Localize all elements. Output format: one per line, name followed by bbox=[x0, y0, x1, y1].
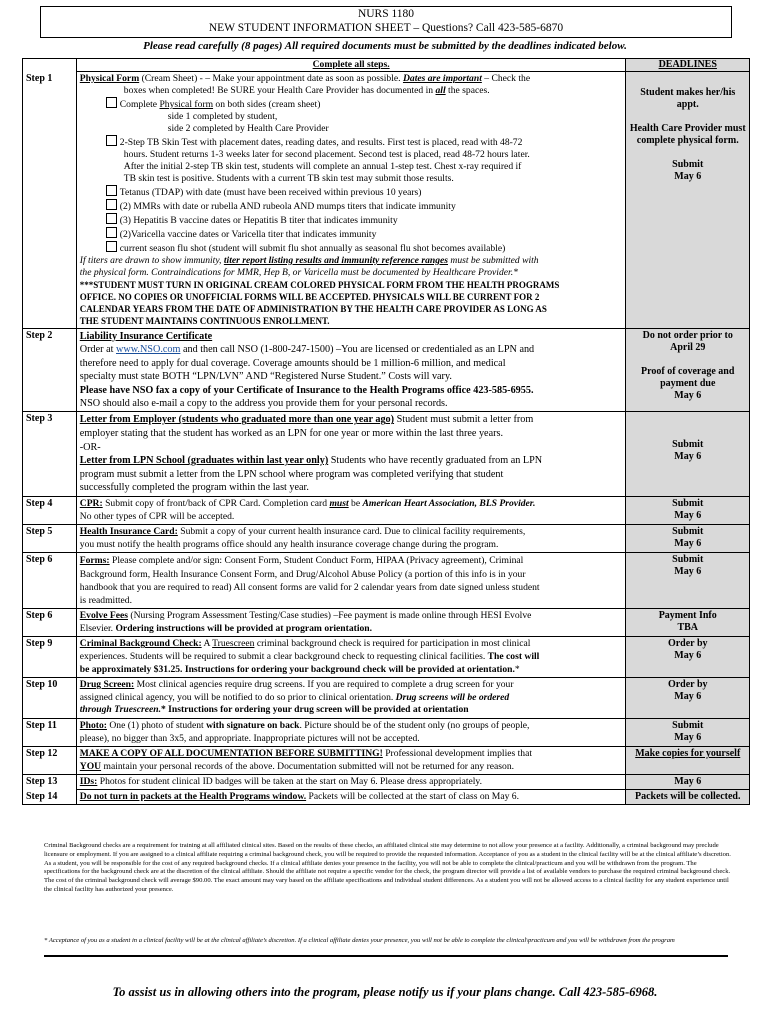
background-check-fineprint: Criminal Background checks are a requirement for training at all affiliated clinical sites. Based on the results of these checks, an affiliated clinical site may determine to not allow your presence at a facility. Additionally, a criminal background may preclude licensure or employment. If you are assigned to a clinical affiliate requiring a criminal background check, you will be required to provide the requested information. Acceptance of you as a student in the clinical facility will be at the clinical affiliate’s discretion. As a student, you will be responsible for the cost of any required background checks. If a clinical affiliate denies your presence in the facility, you will not be able to complete the clinical/practicum and you will be withdrawn from the program. The specifications for the background check are at the discretion of the clinical affiliate. Should the affiliate not require a specific vendor for the check, the program director will provide a list of available vendors to purchase the required criminal background check. The cost of the criminal background check will average $90.00. The exact amount may vary based on the affiliate specifications and individual student differences. As a student you will not be allowed access to a clinical facility for any student experience until the clinical facility has authorized your presence. bbox=[44, 842, 731, 893]
table-row-step-13: Step 13 IDs: Photos for student clinical ID badges will be taken at the start on May 6. Please dress appropriately. May 6 bbox=[23, 775, 750, 790]
deadline-cell-step-13: May 6 bbox=[626, 775, 750, 790]
step-label: Step 5 bbox=[23, 525, 77, 553]
step-label: Step 6 bbox=[23, 553, 77, 609]
acceptance-footnote: * Acceptance of you as a student in a clinical facility will be at the clinical affiliate’s discretion. If a clinical affiliate denies your presence, you will not be able to complete the clinical\practicum and you will be withdrawn from the program bbox=[44, 937, 675, 944]
deadline-cell-step-12: Make copies for yourself bbox=[626, 747, 750, 775]
deadline-cell-step-2: Do not order prior to April 29 Proof of coverage and payment due May 6 bbox=[626, 329, 750, 412]
table-row-step-10: Step 10 Drug Screen: Most clinical agencies require drug screens. If you are required to complete a drug screen for your assigned clinical agency, you will be notified to do so prior to clinical orientation. Drug screens will be ordered through Truescreen.* Instructions for ordering your drug screen will be provided at orientation Order by May 6 bbox=[23, 678, 750, 719]
step-label: Step 3 bbox=[23, 412, 77, 497]
table-row-step-3: Step 3 Letter from Employer (students who graduated more than one year ago) Student must submit a letter from employer stating that the student has worked as an LPN for one year or more within the last three years. -OR- Letter from LPN School (graduates within last year only) Students who have recently graduated from an LPN program must submit a letter from the LPN school where program was completed verifying that student successfully completed the program within the last year. Submit May 6 bbox=[23, 412, 750, 497]
nso-link[interactable]: www.NSO.com bbox=[115, 344, 181, 356]
step-label: Step 12 bbox=[23, 747, 77, 775]
table-row-step-12: Step 12 MAKE A COPY OF ALL DOCUMENTATION BEFORE SUBMITTING! Professional development implies that YOU maintain your personal records of the above. Documentation submitted will not be returned for any reason. Make copies for yourself bbox=[23, 747, 750, 775]
course-code: NURS 1180 bbox=[357, 8, 415, 20]
step-label: Step 4 bbox=[23, 497, 77, 525]
table-row-step-2: Step 2 Liability Insurance Certificate Order at www.NSO.com and then call NSO (1-800-247-1500) –You are licensed or credentialed as an LPN and therefore need to apply for dual coverage. Coverage amounts should be 1 million-6 million, and medical specialty must state BOTH “LPN/LVN” AND “Registered Nurse Student.” Costs will vary. Please have NSO fax a copy of your Certificate of Insurance to the Health Programs office 423-585-6955. NSO should also e-mail a copy to the address you provide them for your personal records. Do not order prior to April 29 Proof of coverage and payment due May 6 bbox=[23, 329, 750, 412]
table-row-step-14: Step 14 Do not turn in packets at the Health Programs window. Packets will be collected at the start of class on May 6. Packets will be collected. bbox=[23, 790, 750, 805]
deadline-cell-step-1: Student makes her/his appt. Health Care Provider must complete physical form. Submit May 6 bbox=[626, 72, 750, 329]
checkbox-varicella[interactable] bbox=[106, 227, 117, 238]
deadline-cell-step-11: Submit May 6 bbox=[626, 718, 750, 746]
checkbox-physical-form[interactable] bbox=[106, 97, 117, 108]
checkbox-tb-test[interactable] bbox=[106, 135, 117, 146]
footer-notice: To assist us in allowing others into the program, please notify us if your plans change. Call 423-585-6968. bbox=[112, 985, 658, 999]
table-row-step-1: Step 1 Physical Form (Cream Sheet) - – Make your appointment date as soon as possible. Dates are important – Check the boxes when completed! Be SURE your Health Care Provider has documented in all the spaces. Complete Physical form on both sides (cream sheet) side 1 completed by student, side 2 completed by Health Care Provider 2-Step TB Skin Test with placement dates, reading dates, and results. First test is placed, read with 48-72 hours. Student returns 1-3 weeks later for second placement. Second test is placed, read 48-72 hours later. After the initial 2-step TB skin test, students will complete an annual 1-step test. Chest x-ray required if TB skin test is positive. Students with a current TB skin test may submit those results. Tetanus (TDAP) with date (must have been received within previous 10 years) (2) MMRs with date or rubella AND rubeola AND mumps titers that indicate immunity (3) Hepatitis B vaccine dates or Hepatitis B titer that indicates immunity (2)Varicella vaccine dates or Varicella titer that indicates immunity current season flu shot (student will submit flu shot annually as seasonal flu shot becomes available) If titers are drawn to show immunity, titer report listing results and immunity reference ranges must be submitted with the physical form. Contraindications for MMR, Hep B, or Varicella must be documented by Healthcare Provider.* ***STUDENT MUST TURN IN ORIGINAL CREAM COLORED PHYSICAL FORM FROM THE HEALTH PROGRAMS OFFICE. NO COPIES OR UNOFFICIAL FORMS WILL BE ACCEPTED. PHYSICALS WILL BE CURRENT FOR 2 CALENDAR YEARS FROM THE DATE OF ADMINISTRATION BY THE HEALTH CARE PROVIDER AS LONG AS THE STUDENT MAINTAINS CONTINUOUS ENROLLMENT. Student makes her/his appt. Health Care Provider must complete physical form. Submit May 6 bbox=[23, 72, 750, 329]
steps-table bbox=[22, 58, 750, 805]
deadline-cell-step-6-evolve: Payment Info TBA bbox=[626, 609, 750, 637]
table-header-row bbox=[23, 59, 750, 72]
step-label: Step 13 bbox=[23, 775, 77, 790]
checkbox-mmr[interactable] bbox=[106, 199, 117, 210]
physical-form-title: Physical Form bbox=[79, 73, 140, 84]
checkbox-tdap[interactable] bbox=[106, 185, 117, 196]
deadline-cell-step-5: Submit May 6 bbox=[626, 525, 750, 553]
table-row-step-4: Step 4 CPR: Submit copy of front/back of CPR Card. Completion card must be American Heart Association, BLS Provider. No other types of CPR will be accepted. Submit May 6 bbox=[23, 497, 750, 525]
deadline-cell-step-6-forms: Submit May 6 bbox=[626, 553, 750, 609]
sheet-title: NEW STUDENT INFORMATION SHEET – Questions? Call 423-585-6870 bbox=[208, 22, 564, 34]
step-label: Step 14 bbox=[23, 790, 77, 805]
step-label: Step 1 bbox=[23, 72, 77, 329]
instructions-banner: Please read carefully (8 pages) All required documents must be submitted by the deadlines indicated below. bbox=[143, 40, 627, 52]
table-row-step-6-evolve: Step 6 Evolve Fees (Nursing Program Assessment Testing/Case studies) –Fee payment is made online through HESI Evolve Elsevier. Ordering instructions will be provided at program orientation. Payment Info TBA bbox=[23, 609, 750, 637]
step-label: Step 10 bbox=[23, 678, 77, 719]
checkbox-flu-shot[interactable] bbox=[106, 241, 117, 252]
table-row-step-11: Step 11 Photo: One (1) photo of student with signature on back. Picture should be of the student only (no groups of people, please), no bigger than 3x5, and appropriate. Inappropriate pictures will not be accepted. Submit May 6 bbox=[23, 718, 750, 746]
deadline-cell-step-4: Submit May 6 bbox=[626, 497, 750, 525]
table-row-step-9: Step 9 Criminal Background Check: A Truescreen criminal background check is required for participation in most clinical experiences. Students will be required to submit a clear background check to requesting clinical facilities. The cost will be approximately $31.25. Instructions for ordering your background check will be provided at orientation.* Order by May 6 bbox=[23, 637, 750, 678]
checkbox-hepatitis-b[interactable] bbox=[106, 213, 117, 224]
deadline-cell-step-9: Order by May 6 bbox=[626, 637, 750, 678]
document-header-box bbox=[40, 6, 732, 38]
deadline-cell-step-14: Packets will be collected. bbox=[626, 790, 750, 805]
dates-important: Dates are important bbox=[402, 73, 482, 84]
complete-all-steps-header: Complete all steps. bbox=[312, 59, 390, 70]
deadline-cell-step-10: Order by May 6 bbox=[626, 678, 750, 719]
step-label: Step 9 bbox=[23, 637, 77, 678]
table-row-step-5: Step 5 Health Insurance Card: Submit a copy of your current health insurance card. Due to clinical facility requirements, you must notify the health programs office should any health insurance coverage change during the program. Submit May 6 bbox=[23, 525, 750, 553]
step-label: Step 2 bbox=[23, 329, 77, 412]
deadline-cell-step-3: Submit May 6 bbox=[626, 412, 750, 497]
footer-divider bbox=[44, 955, 728, 957]
table-row-step-6-forms: Step 6 Forms: Please complete and/or sign: Consent Form, Student Conduct Form, HIPAA (Privacy agreement), Criminal Background form, Health Insurance Consent Form, and Drug/Alcohol Abuse Policy (a portion of this info is in your handbook that you are required to read) All consent forms are valid for 2 calendar years from date signed unless student is readmitted. Submit May 6 bbox=[23, 553, 750, 609]
step-label: Step 11 bbox=[23, 718, 77, 746]
deadlines-header: DEADLINES bbox=[658, 59, 717, 70]
step-label: Step 6 bbox=[23, 609, 77, 637]
